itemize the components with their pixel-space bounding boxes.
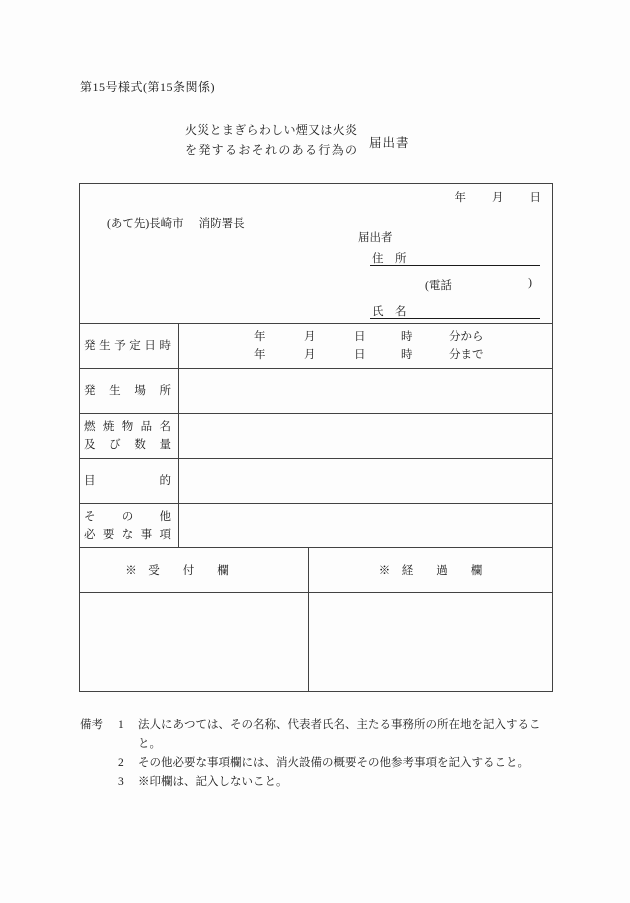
materials-cell: [179, 414, 552, 458]
table-row: [80, 413, 552, 458]
remarks-section: [80, 716, 544, 792]
form-table: [79, 183, 553, 692]
datetime-from-line: 年 月 日 時 分から: [254, 331, 484, 343]
date-month-label: 月: [492, 192, 504, 204]
addressee-office: 消防署長: [198, 218, 245, 230]
form-number: 第15号様式(第15条関係): [80, 80, 215, 94]
progress-column-header: ※ 経 過 欄: [378, 565, 483, 577]
phone-open-label: (電話: [425, 280, 452, 292]
form-title-line2: を発するおそれのある行為の: [185, 143, 357, 157]
remarks-item: 1 法人にあつては、その名称、代表者氏名、主たる事務所の所在地を記入すること。: [118, 719, 541, 750]
address-field: 住 所: [370, 250, 540, 266]
datetime-to-line: 年 月 日 時 分まで: [254, 349, 484, 361]
name-field: 氏 名: [370, 303, 540, 319]
table-row: [80, 458, 552, 503]
table-row: [80, 503, 552, 547]
row-label-location: 発 生 場 所: [80, 369, 179, 413]
phone-field: [370, 277, 540, 292]
row-label-scheduled-datetime: 発 生 予 定 日 時: [80, 324, 179, 368]
declarant-sign-block: [370, 250, 540, 319]
scheduled-datetime-cell: [179, 324, 552, 368]
stamp-header-row: [80, 547, 552, 592]
phone-close-label: ): [528, 277, 532, 289]
submission-date-line: [455, 189, 553, 205]
date-day-label: 日: [529, 192, 541, 204]
remarks-list: [118, 716, 544, 792]
declarant-label: 届出者: [358, 232, 393, 244]
addressee-prefix: (あて先)長崎市: [107, 218, 184, 230]
row-label-materials: 燃 焼 物 品 名 及 び 数 量: [80, 414, 179, 458]
remarks-label: 備考: [80, 719, 103, 731]
table-header-cell: [80, 184, 552, 323]
date-year-label: 年: [454, 192, 466, 204]
table-row: [80, 323, 552, 368]
stamp-body-row: [80, 592, 552, 691]
purpose-cell: [179, 459, 552, 503]
other-matters-cell: [179, 504, 552, 547]
row-label-other-matters: そ の 他 必 要 な 事 項: [80, 504, 179, 547]
reception-column-header: ※ 受 付 欄: [80, 548, 309, 592]
form-title-suffix: 届出書: [369, 136, 410, 150]
reception-stamp-cell: [80, 593, 309, 691]
remarks-item: 3 ※印欄は、記入しないこと。: [118, 776, 288, 788]
form-title: [185, 120, 357, 160]
form-title-line1: 火災とまぎらわしい煙又は火炎: [185, 123, 357, 137]
progress-stamp-cell: [309, 593, 552, 691]
location-cell: [179, 369, 552, 413]
row-label-purpose: 目 的: [80, 459, 179, 503]
table-row: [80, 368, 552, 413]
addressee-line: [107, 215, 245, 231]
remarks-item: 2 その他必要な事項欄には、消火設備の概要その他参考事項を記入すること。: [118, 757, 529, 769]
